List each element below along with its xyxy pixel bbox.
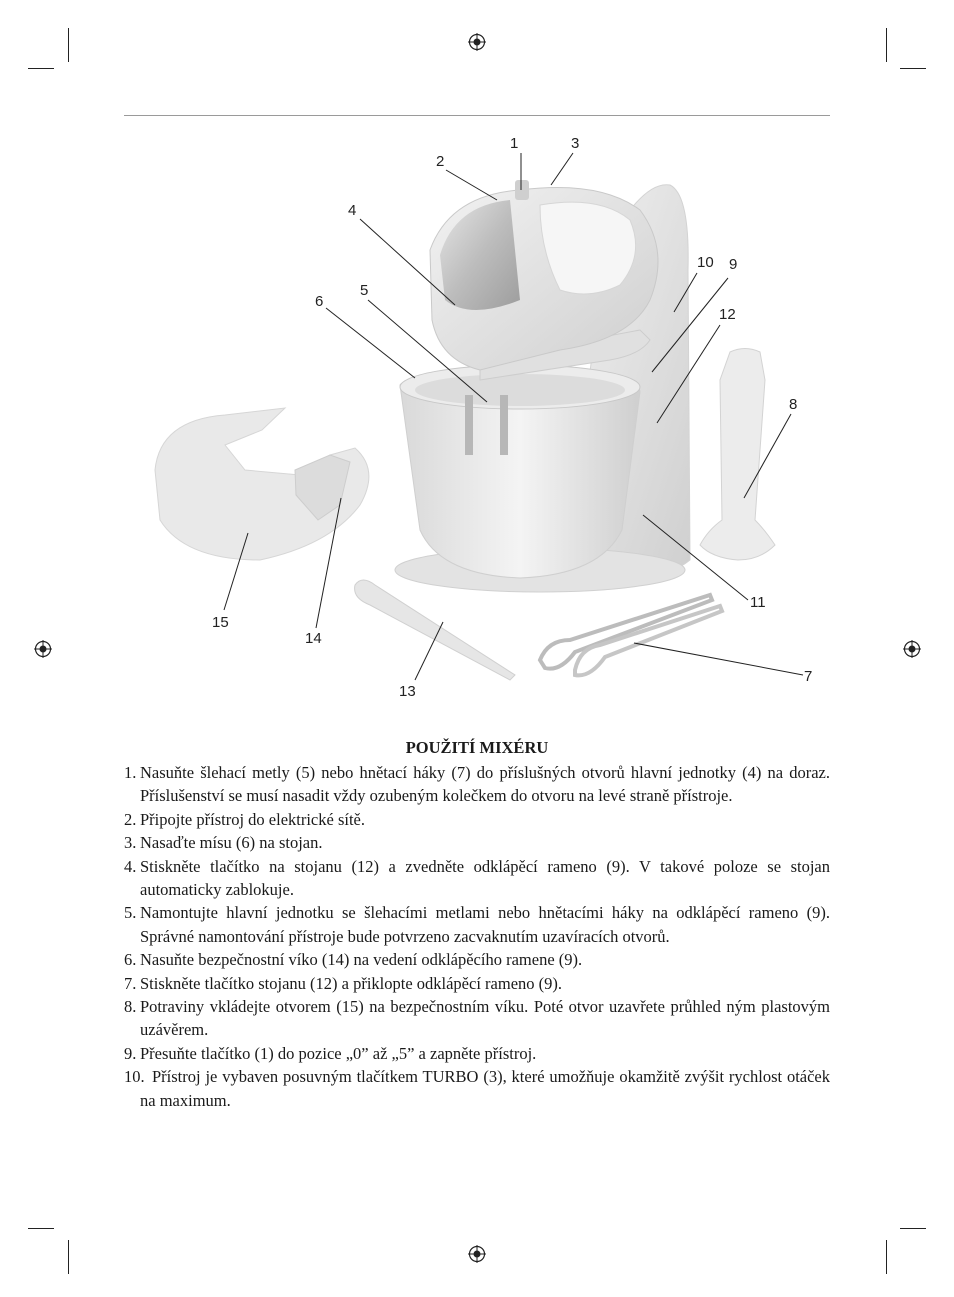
callout-label: 2 <box>436 153 445 170</box>
step-number: 4. <box>124 856 137 876</box>
callout-label: 14 <box>305 630 322 647</box>
callout-label: 12 <box>719 306 736 323</box>
instruction-step <box>124 901 830 948</box>
step-number: 5. <box>124 903 137 923</box>
instruction-step <box>124 972 830 995</box>
step-text: Potraviny vkládejte otvorem (15) na bezpečnostním víku. Poté otvor uzavřete průhled ným plastovým uzávěrem. <box>140 997 830 1040</box>
step-text: Přesuňte tlačítko (1) do pozice „0” až „5” a zapněte přístroj. <box>140 1043 537 1063</box>
callout-label: 11 <box>750 594 766 611</box>
callout-label: 3 <box>571 135 580 152</box>
step-text: Nasaďte mísu (6) na stojan. <box>140 833 323 853</box>
section-heading: POUŽITÍ MIXÉRU <box>405 738 549 757</box>
instruction-step <box>124 761 830 808</box>
step-text: Stiskněte tlačítko stojanu (12) a přiklopte odklápěcí rameno (9). <box>140 973 563 993</box>
step-number: 2. <box>124 809 137 829</box>
step-number: 7. <box>124 973 137 993</box>
crop-mark <box>900 1228 926 1229</box>
instruction-step <box>124 1042 830 1065</box>
crop-mark <box>886 1240 887 1274</box>
instruction-step <box>124 995 830 1042</box>
registration-mark-icon <box>468 1245 486 1263</box>
step-text: Stiskněte tlačítko na stojanu (12) a zvedněte odklápěcí rameno (9). V takové poloze se stojan automaticky zablokuje. <box>140 856 830 900</box>
step-text: Přístroj je vybaven posuvným tlačítkem TURBO (3), které umožňuje okamžitě zvýšit rychlost otáček na maximum. <box>140 1067 830 1110</box>
callout-label: 4 <box>348 202 357 219</box>
callout-label: 13 <box>399 683 416 700</box>
instruction-list <box>124 761 830 1112</box>
step-text: Nasuňte šlehací metly (5) nebo hnětací háky (7) do příslušných otvorů hlavní jednotky (4) na doraz. Příslušenství se musí nasadit vždy ozubeným kolečkem do otvoru na levé straně přístroje. <box>140 763 830 806</box>
callout-label: 10 <box>697 254 714 271</box>
callout-label: 8 <box>789 396 798 413</box>
step-number: 9. <box>124 1043 137 1063</box>
step-number: 10. <box>124 1067 145 1087</box>
step-number: 1. <box>124 763 137 782</box>
callout-label: 5 <box>360 282 369 299</box>
callout-label: 15 <box>212 614 229 631</box>
instruction-step <box>124 808 830 831</box>
step-text: Nasuňte bezpečnostní víko (14) na vedení odklápěcího ramene (9). <box>140 950 583 970</box>
step-number: 8. <box>124 997 137 1017</box>
callout-label: 9 <box>729 256 738 273</box>
step-text: Připojte přístroj do elektrické sítě. <box>140 809 365 829</box>
instruction-step <box>124 855 830 902</box>
instruction-step <box>124 948 830 971</box>
step-text: Namontujte hlavní jednotku se šlehacími metlami nebo hnětacími háky na odklápěcí rameno (9). Správné namontování přístroje bude potvrzeno zacvaknutím uzavíracích otvorů. <box>140 903 830 946</box>
instruction-step <box>124 1065 830 1112</box>
instruction-step <box>124 831 830 854</box>
crop-mark <box>28 1228 54 1229</box>
step-number: 3. <box>124 833 137 853</box>
callout-label: 6 <box>315 293 324 310</box>
crop-mark <box>68 1240 69 1274</box>
callout-label: 7 <box>804 668 813 685</box>
callout-label: 1 <box>510 135 519 152</box>
step-number: 6. <box>124 950 137 970</box>
